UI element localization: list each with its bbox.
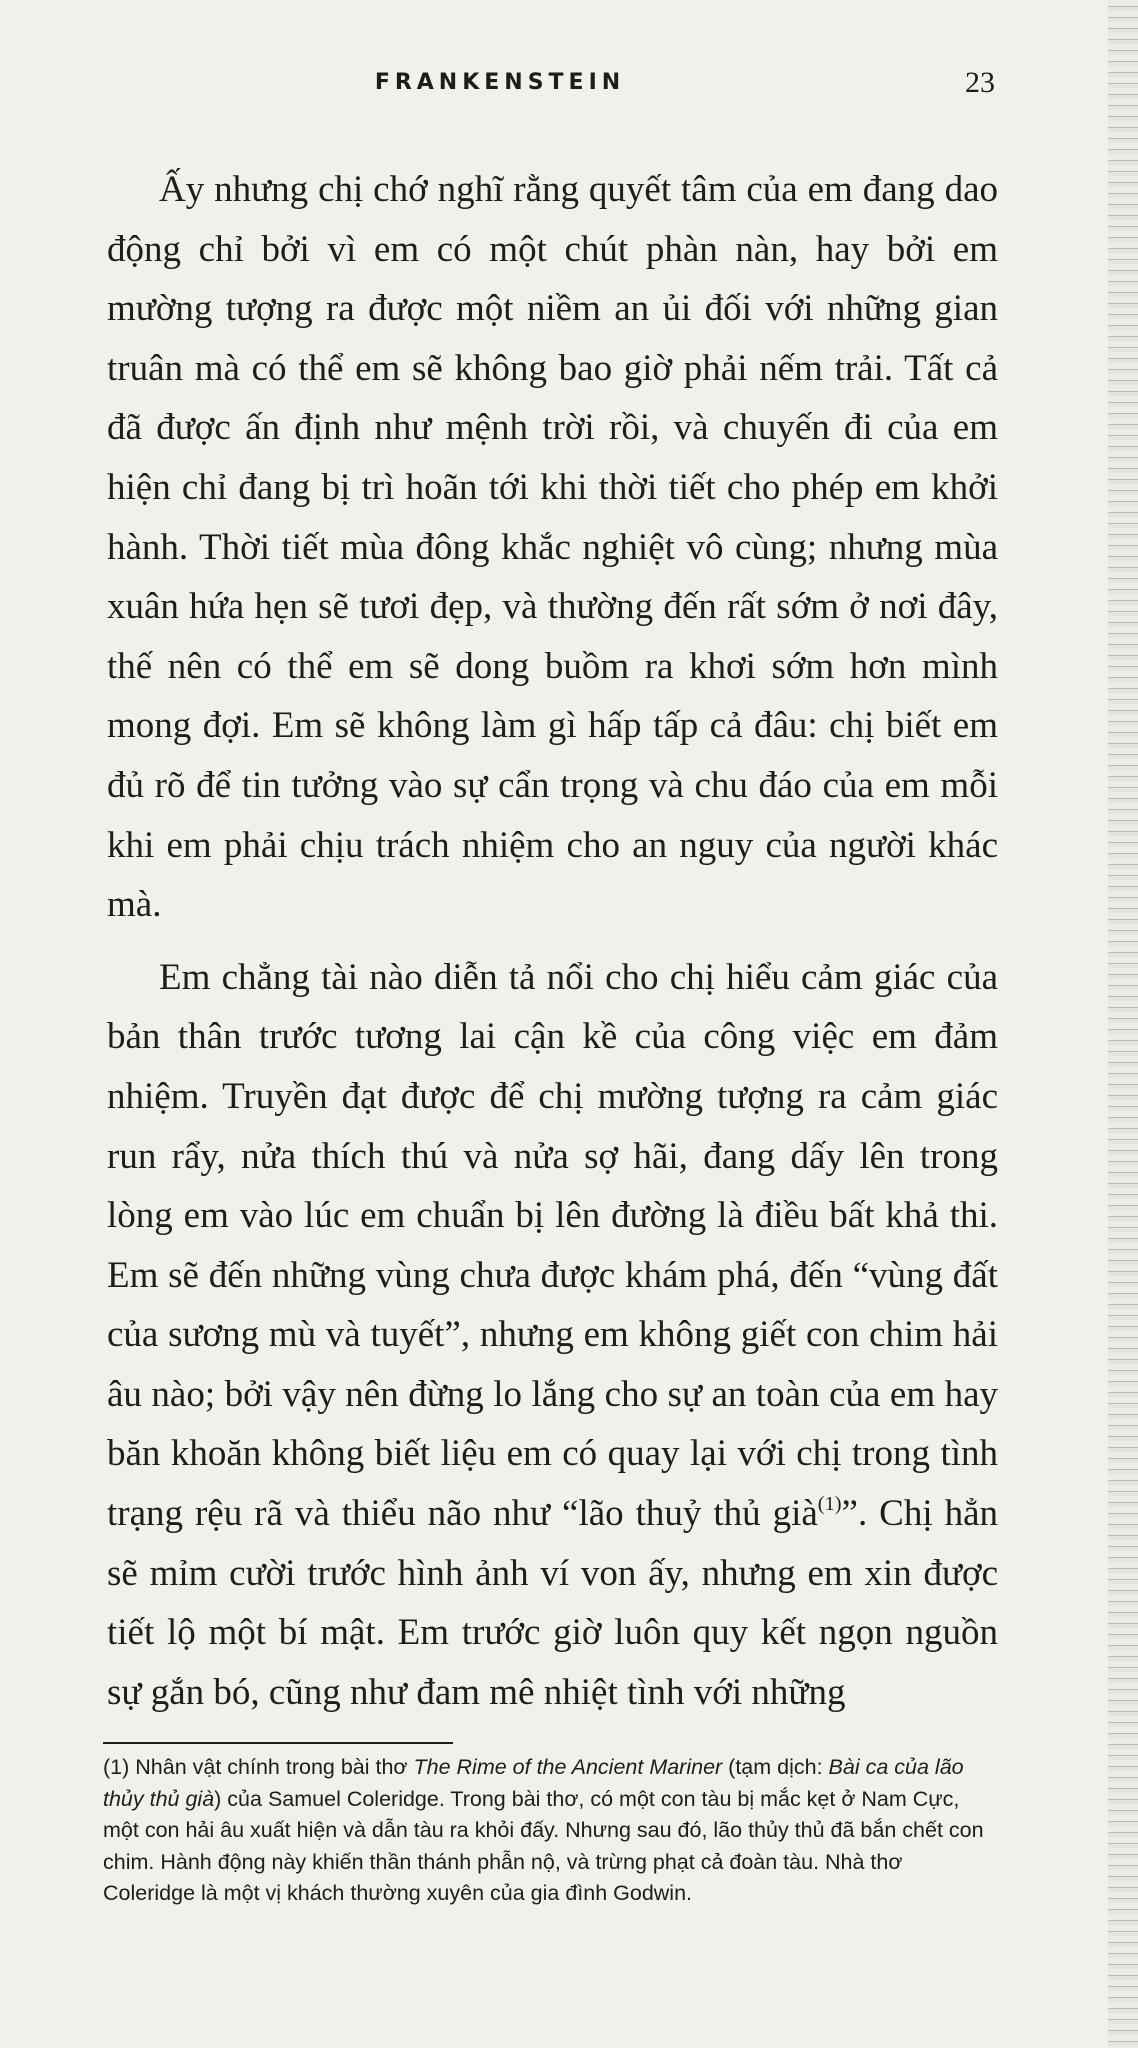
book-spine-edge — [1108, 0, 1138, 2048]
footnote-segment: ) của Samuel Coleridge. Trong bài thơ, có một con tàu bị mắc kẹt ở Nam Cực, một con hải âu xuất hiện và dẫn tàu ra khỏi đấy. Nhưng sau đó, lão thủy thủ đã bắn chết con chim. Hành động này khiến thần thánh phẫn nộ, và trừng phạt cả đoàn tàu. Nhà thơ Coleridge là một vị khách thường xuyên của gia đình Godwin. — [103, 1786, 984, 1906]
poem-title: The Rime of the Ancient Mariner — [413, 1755, 723, 1779]
footnote-segment: (tạm dịch: — [722, 1755, 829, 1779]
footnote-segment: Nhân vật chính trong bài thơ — [129, 1755, 414, 1779]
paragraph-text: Em chẳng tài nào diễn tả nổi cho chị hiểu cảm giác của bản thân trước tương lai cận kề của công việc em đảm nhiệm. Truyền đạt được để chị mường tượng ra cảm giác run rẩy, nửa thích thú và nửa sợ hãi, đang dấy lên trong lòng em vào lúc em chuẩn bị lên đường là điều bất khả thi. Em sẽ đến những vùng chưa được khám phá, đến “vùng đất của sương mù và tuyết”, nhưng em không giết con chim hải âu nào; bởi vậy nên đừng lo lắng cho sự an toàn của em hay băn khoăn không biết liệu em có quay lại với chị trong tình trạng rệu rã và thiểu não như “lão thuỷ thủ già — [107, 956, 998, 1535]
paragraph: Ấy nhưng chị chớ nghĩ rằng quyết tâm của em đang dao động chỉ bởi vì em có một chút phàn nàn, hay bởi em mường tượng ra được một niềm an ủi đối với những gian truân mà có thể em sẽ không bao giờ phải nếm trải. Tất cả đã được ấn định như mệnh trời rồi, và chuyến đi của em hiện chỉ đang bị trì hoãn tới khi thời tiết cho phép em khởi hành. Thời tiết mùa đông khắc nghiệt vô cùng; nhưng mùa xuân hứa hẹn sẽ tươi đẹp, và thường đến rất sớm ở nơi đây, thế nên có thể em sẽ dong buồm ra khơi sớm hơn mình mong đợi. Em sẽ không làm gì hấp tấp cả đâu: chị biết em đủ rõ để tin tưởng vào sự cẩn trọng và chu đáo của em mỗi khi em phải chịu trách nhiệm cho an nguy của người khác mà. — [107, 169, 998, 926]
poem-title-translated: Bài ca của lão thủy thủ già — [103, 1755, 964, 1811]
body-text — [107, 160, 998, 1735]
running-title: FRANKENSTEIN — [374, 70, 626, 95]
page-number: 23 — [965, 66, 995, 99]
footnote-reference[interactable]: (1) — [817, 1492, 842, 1515]
footnote-marker: (1) — [103, 1755, 130, 1779]
footnote — [103, 1752, 1000, 1910]
footnote-text — [103, 1752, 1000, 1910]
paragraph — [107, 948, 998, 1723]
paragraph-text: ”. Chị hẳn sẽ mỉm cười trước hình ảnh ví von ấy, nhưng em xin được tiết lộ một bí mật. Em trước giờ luôn quy kết ngọn nguồn sự gắn bó, cũng như đam mê nhiệt tình với những — [107, 1493, 998, 1713]
page-header — [0, 66, 1138, 106]
footnote-divider — [103, 1742, 453, 1744]
